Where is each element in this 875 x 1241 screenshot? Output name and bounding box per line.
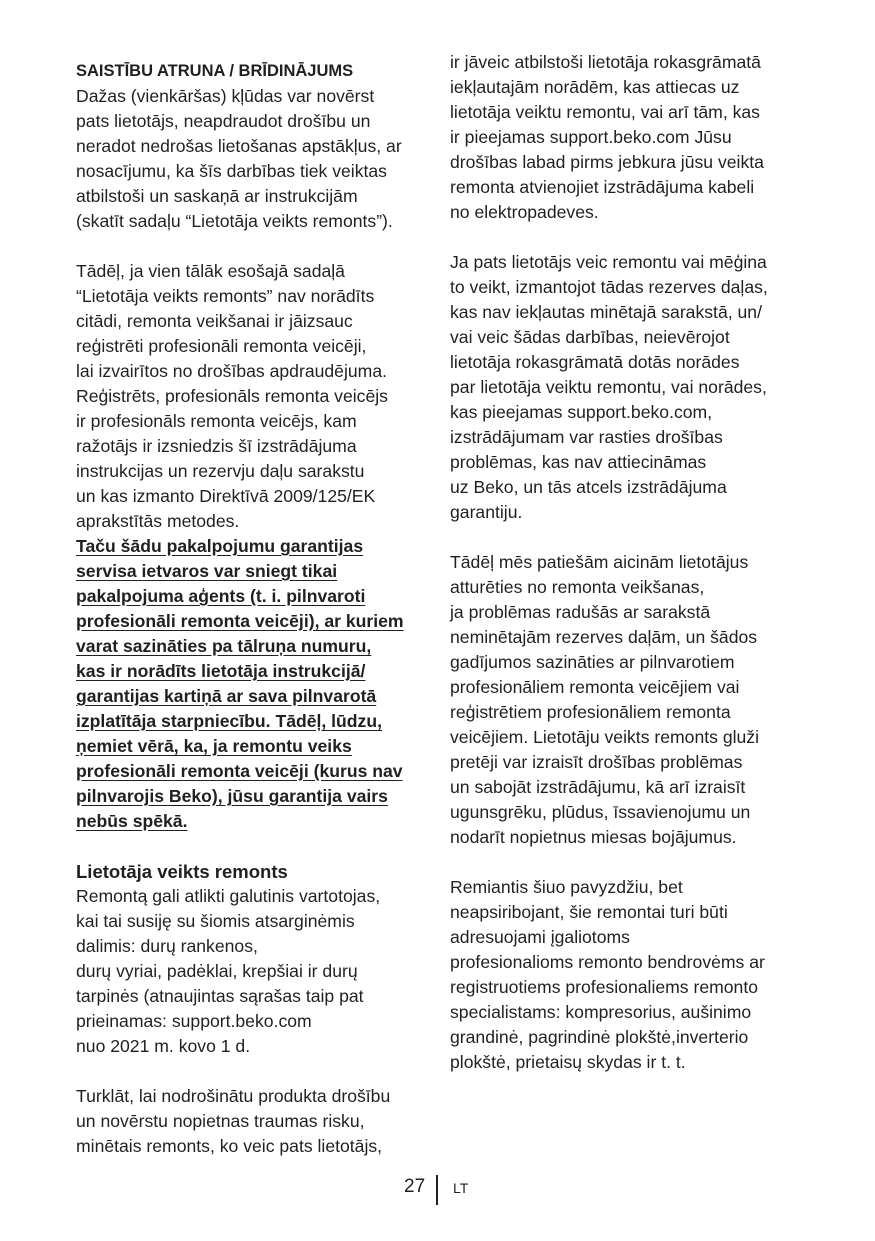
text-line: adresuojami įgaliotoms bbox=[450, 927, 630, 947]
text-line: tarpinės (atnaujintas sąrašas taip pat bbox=[76, 986, 364, 1006]
warning-line: izplatītāja starpniecību. Tādēļ, lūdzu, bbox=[76, 711, 382, 731]
text-line: un sabojāt izstrādājumu, kā arī izraisīt bbox=[450, 777, 746, 797]
text-line: Turklāt, lai nodrošinātu produkta drošību bbox=[76, 1086, 391, 1106]
spare-parts-paragraph bbox=[450, 250, 800, 525]
paragraph-gap bbox=[450, 850, 800, 875]
user-repair-paragraph bbox=[76, 884, 436, 1059]
instructions-paragraph bbox=[450, 50, 800, 225]
paragraph-gap bbox=[76, 234, 436, 259]
text-line: un kas izmanto Direktīvā 2009/125/EK bbox=[76, 486, 376, 506]
text-line: nosacījumu, ka šīs darbības tiek veiktas bbox=[76, 161, 387, 181]
text-line: minētais remonts, ko veic pats lietotājs, bbox=[76, 1136, 383, 1156]
text-line: profesionalioms remonto bendrovėms ar bbox=[450, 952, 765, 972]
text-line: lai izvairītos no drošības apdraudējuma. bbox=[76, 361, 387, 381]
text-line: profesionāliem remonta veicējiem vai bbox=[450, 677, 740, 697]
warning-line: varat sazināties pa tālruņa numuru, bbox=[76, 636, 372, 656]
refrain-paragraph bbox=[450, 550, 800, 850]
text-line: dalimis: durų rankenos, bbox=[76, 936, 258, 956]
text-line: ir jāveic atbilstoši lietotāja rokasgrāmatā bbox=[450, 52, 761, 72]
text-line: izstrādājumam var rasties drošības bbox=[450, 427, 723, 447]
disclaimer-paragraph bbox=[76, 84, 436, 234]
left-column bbox=[76, 50, 436, 1159]
text-line: lietotāja veiktu remontu, vai arī tām, kas bbox=[450, 102, 760, 122]
text-line: kai tai susiję su šiomis atsarginėmis bbox=[76, 911, 355, 931]
text-line: registruotiems profesionaliems remonto bbox=[450, 977, 759, 997]
paragraph-gap bbox=[76, 1059, 436, 1084]
warning-line: kas ir norādīts lietotāja instrukcijā/ bbox=[76, 661, 366, 681]
text-line: ugunsgrēku, plūdus, īssavienojumu un bbox=[450, 802, 751, 822]
warning-line: pakalpojuma aģents (t. i. pilnvaroti bbox=[76, 586, 366, 606]
text-line: “Lietotāja veikts remonts” nav norādīts bbox=[76, 286, 375, 306]
text-line: uz Beko, un tās atcels izstrādājuma bbox=[450, 477, 727, 497]
text-line: no elektropadeves. bbox=[450, 202, 599, 222]
warning-line: profesionāli remonta veicēji (kurus nav bbox=[76, 761, 403, 781]
text-line: veicējiem. Lietotāju veikts remonts gluži bbox=[450, 727, 759, 747]
language-code: LT bbox=[453, 1180, 469, 1196]
page-footer bbox=[0, 1173, 875, 1207]
text-line: neradot nedrošas lietošanas apstākļus, ar bbox=[76, 136, 402, 156]
text-line: Ja pats lietotājs veic remontu vai mēģina bbox=[450, 252, 767, 272]
warranty-warning-paragraph bbox=[76, 534, 436, 834]
text-line: Dažas (vienkāršas) kļūdas var novērst bbox=[76, 86, 375, 106]
text-line: drošības labad pirms jebkura jūsu veikta bbox=[450, 152, 764, 172]
warning-line: ņemiet vērā, ka, ja remontu veiks bbox=[76, 736, 352, 756]
text-line: aprakstītās metodes. bbox=[76, 511, 240, 531]
text-line: iekļautajām norādēm, kas attiecas uz bbox=[450, 77, 740, 97]
text-line: (skatīt sadaļu “Lietotāja veikts remonts”). bbox=[76, 211, 393, 231]
text-line: neminētajām rezerves daļām, un šādos bbox=[450, 627, 758, 647]
text-line: garantiju. bbox=[450, 502, 523, 522]
text-line: pats lietotājs, neapdraudot drošību un bbox=[76, 111, 371, 131]
text-line: instrukcijas un rezervju daļu sarakstu bbox=[76, 461, 365, 481]
warning-line: profesionāli remonta veicēji), ar kuriem bbox=[76, 611, 404, 631]
text-line: durų vyriai, padėklai, krepšiai ir durų bbox=[76, 961, 358, 981]
text-line: ir profesionāls remonta veicējs, kam bbox=[76, 411, 357, 431]
text-line: Remiantis šiuo pavyzdžiu, bet bbox=[450, 877, 683, 897]
footer-divider bbox=[436, 1175, 438, 1205]
text-line: par lietotāja veiktu remontu, vai norādes, bbox=[450, 377, 767, 397]
text-line: specialistams: kompresorius, aušinimo bbox=[450, 1002, 752, 1022]
text-line: atbilstoši un saskaņā ar instrukcijām bbox=[76, 186, 358, 206]
text-line: un novērstu nopietnas traumas risku, bbox=[76, 1111, 365, 1131]
text-line: kas nav iekļautas minētajā sarakstā, un/ bbox=[450, 302, 762, 322]
warning-line: pilnvarojis Beko), jūsu garantija vairs bbox=[76, 786, 388, 806]
text-line: problēmas, kas nav attiecināmas bbox=[450, 452, 707, 472]
text-line: vai veic šādas darbības, neievērojot bbox=[450, 327, 730, 347]
right-column bbox=[450, 50, 800, 1075]
warning-line: Taču šādu pakalpojumu garantijas bbox=[76, 536, 364, 556]
text-line: Tādēļ mēs patiešām aicinām lietotājus bbox=[450, 552, 749, 572]
text-line: pretēji var izraisīt drošības problēmas bbox=[450, 752, 743, 772]
paragraph-gap bbox=[450, 525, 800, 550]
text-line: ražotājs ir izsniedzis šī izstrādājuma bbox=[76, 436, 357, 456]
text-line: grandinė, pagrindinė plokštė,inverterio bbox=[450, 1027, 749, 1047]
authorized-repairs-paragraph bbox=[450, 875, 800, 1075]
warning-line: servisa ietvaros var sniegt tikai bbox=[76, 561, 338, 581]
registered-repairers-paragraph bbox=[76, 259, 436, 534]
text-line: remonta atvienojiet izstrādājuma kabeli bbox=[450, 177, 755, 197]
text-line: nuo 2021 m. kovo 1 d. bbox=[76, 1036, 251, 1056]
page-number: 27 bbox=[404, 1176, 426, 1197]
text-line: kas pieejamas support.beko.com, bbox=[450, 402, 713, 422]
text-line: Reģistrēts, profesionāls remonta veicējs bbox=[76, 386, 388, 406]
disclaimer-heading: SAISTĪBU ATRUNA / BRĪDINĀJUMS bbox=[76, 62, 354, 80]
text-line: lietotāja rokasgrāmatā dotās norādes bbox=[450, 352, 740, 372]
paragraph-gap bbox=[76, 834, 436, 859]
text-line: reģistrētiem profesionāliem remonta bbox=[450, 702, 731, 722]
text-line: citādi, remonta veikšanai ir jāizsauc bbox=[76, 311, 353, 331]
text-line: nodarīt nopietnus miesas bojājumus. bbox=[450, 827, 737, 847]
safety-paragraph bbox=[76, 1084, 436, 1159]
user-repair-heading: Lietotāja veikts remonts bbox=[76, 861, 288, 882]
text-line: to veikt, izmantojot tādas rezerves daļas, bbox=[450, 277, 768, 297]
text-line: plokštė, prietaisų skydas ir t. t. bbox=[450, 1052, 686, 1072]
text-line: prieinamas: support.beko.com bbox=[76, 1011, 312, 1031]
text-line: neapsiribojant, šie remontai turi būti bbox=[450, 902, 728, 922]
text-line: ja problēmas radušās ar sarakstā bbox=[450, 602, 711, 622]
text-line: Tādēļ, ja vien tālāk esošajā sadaļā bbox=[76, 261, 345, 281]
text-line: Remontą gali atlikti galutinis vartotojas, bbox=[76, 886, 381, 906]
warning-line: garantijas kartiņā ar sava pilnvarotā bbox=[76, 686, 377, 706]
text-line: gadījumos sazināties ar pilnvarotiem bbox=[450, 652, 735, 672]
warning-line: nebūs spēkā. bbox=[76, 811, 188, 831]
paragraph-gap bbox=[450, 225, 800, 250]
text-line: ir pieejamas support.beko.com Jūsu bbox=[450, 127, 732, 147]
text-line: atturēties no remonta veikšanas, bbox=[450, 577, 705, 597]
text-line: reģistrēti profesionāli remonta veicēji, bbox=[76, 336, 367, 356]
